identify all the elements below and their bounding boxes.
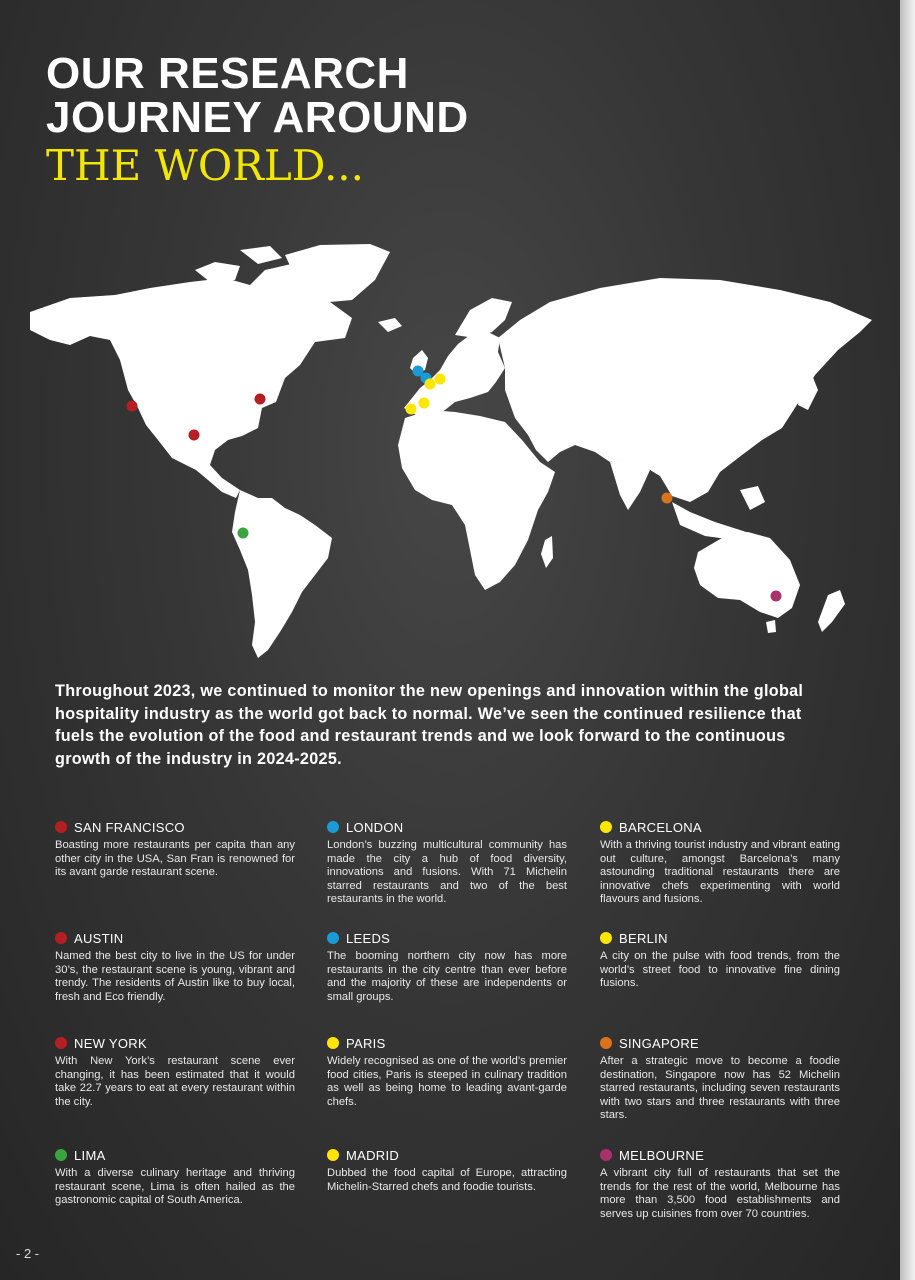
city-name: PARIS [346, 1035, 386, 1051]
city-description: After a strategic move to become a foodie destination, Singapore now has 52 Michelin starred restaurants, including seven restaurants with two stars and three restaurants with three stars. [600, 1055, 840, 1122]
city-name: LONDON [346, 819, 404, 835]
north-america-landmass [30, 262, 352, 498]
city-name: MADRID [346, 1147, 400, 1163]
city-madrid [327, 1146, 567, 1194]
city-description: A city on the pulse with food trends, from the world’s street food to innovative fine dining fusions. [600, 950, 840, 990]
city-name: BARCELONA [619, 819, 702, 835]
city-dot [600, 1037, 612, 1049]
city-name: BERLIN [619, 930, 668, 946]
city-name: LIMA [74, 1147, 106, 1163]
title-line-3: THE WORLD... [46, 141, 364, 190]
marker-lima [238, 528, 249, 539]
city-description: With a thriving tourist industry and vibrant eating out culture, amongst Barcelona’s many astounding traditional restaurants there are innovative chefs experimenting with world flavours and fusions. [600, 839, 840, 906]
city-dot [600, 932, 612, 944]
new-zealand-landmass [818, 590, 845, 632]
city-singapore [600, 1034, 840, 1123]
marker-austin [189, 430, 200, 441]
page-number: - 2 - [16, 1246, 40, 1261]
city-dot [55, 1037, 67, 1049]
title-line-2: JOURNEY AROUND [46, 93, 469, 142]
city-name: SINGAPORE [619, 1035, 699, 1051]
city-name: SAN FRANCISCO [74, 819, 185, 835]
marker-new-york [255, 394, 266, 405]
city-lima [55, 1146, 295, 1208]
city-london [327, 818, 567, 907]
marker-singapore [662, 493, 673, 504]
city-paris [327, 1034, 567, 1109]
world-map-landmass [30, 244, 872, 658]
tasmania-landmass [766, 620, 776, 633]
australia-landmass [694, 532, 800, 618]
marker-melbourne [771, 591, 782, 602]
marker-paris [425, 379, 436, 390]
city-dot [327, 1037, 339, 1049]
city-description: Dubbed the food capital of Europe, attracting Michelin-Starred chefs and foodie tourists. [327, 1167, 567, 1193]
page-title [46, 49, 469, 190]
city-dot [600, 821, 612, 833]
title-line-1: OUR RESEARCH [46, 49, 409, 98]
city-description: Widely recognised as one of the world’s premier food cities, Paris is steeped in culinary tradition as well as being home to leading avant-garde chefs. [327, 1055, 567, 1108]
city-dot [55, 1149, 67, 1161]
city-name: MELBOURNE [619, 1147, 705, 1163]
city-description: Named the best city to live in the US for under 30’s, the restaurant scene is young, vibrant and trendy. The residents of Austin like to buy local, fresh and Eco friendly. [55, 950, 295, 1003]
city-barcelona [600, 818, 840, 907]
city-berlin [600, 929, 840, 991]
city-name: LEEDS [346, 930, 391, 946]
city-description: With New York’s restaurant scene ever changing, it has been estimated that it would take 22.7 years to eat at every restaurant within the city. [55, 1055, 295, 1108]
city-description: With a diverse culinary heritage and thriving restaurant scene, Lima is often hailed as the gastronomic capital of South America. [55, 1167, 295, 1207]
city-dot [55, 821, 67, 833]
city-description: Boasting more restaurants per capita than any other city in the USA, San Fran is renowned for its avant garde restaurant scene. [55, 839, 295, 879]
page-edge [900, 0, 915, 1280]
city-dot [327, 821, 339, 833]
city-name: AUSTIN [74, 930, 124, 946]
city-description: A vibrant city full of restaurants that set the trends for the rest of the world, Melbourne has more than 3,500 food establishments and serves up cuisines from over 70 countries. [600, 1167, 840, 1220]
marker-barcelona [419, 398, 430, 409]
city-description: The booming northern city now has more restaurants in the city centre than ever before and the majority of these are independents or small groups. [327, 950, 567, 1003]
marker-berlin [435, 374, 446, 385]
city-dot [55, 932, 67, 944]
city-austin [55, 929, 295, 1004]
madagascar-landmass [541, 536, 553, 568]
city-leeds [327, 929, 567, 1004]
intro-paragraph: Throughout 2023, we continued to monitor the new openings and innovation within the global hospitality industry as the world got back to normal. We’ve seen the continued resilience that fuels the evolution of the food and restaurant trends and we look forward to the continuous growth of the industry in 2024-2025. [55, 682, 804, 768]
world-map [0, 240, 900, 670]
city-dot [327, 932, 339, 944]
marker-madrid [406, 404, 417, 415]
city-dot [600, 1149, 612, 1161]
city-new-york [55, 1034, 295, 1109]
city-dot [327, 1149, 339, 1161]
city-description: London’s buzzing multicultural community has made the city a hub of food diversity, innovations and fusions. With 71 Michelin starred restaurants and two of the best restaurants in the world. [327, 839, 567, 906]
india-landmass [610, 458, 650, 510]
city-name: NEW YORK [74, 1035, 147, 1051]
city-san-francisco [55, 818, 295, 880]
south-america-landmass [232, 490, 332, 658]
iceland-landmass [378, 318, 402, 332]
scandinavia-landmass [455, 298, 512, 338]
city-melbourne [600, 1146, 840, 1221]
marker-san-francisco [127, 401, 138, 412]
